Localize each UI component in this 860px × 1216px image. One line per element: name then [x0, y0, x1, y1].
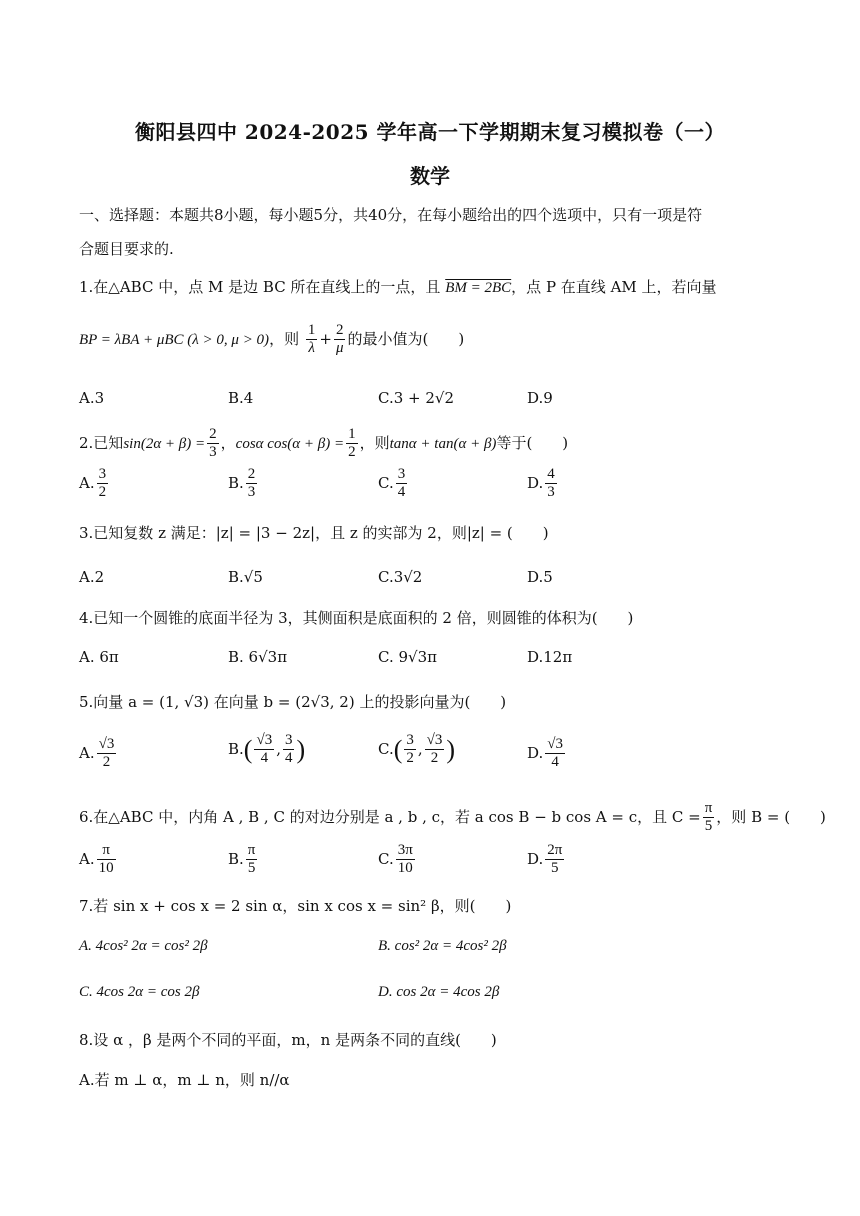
- section-instructions-line2: 合题目要求的.: [79, 240, 174, 258]
- q1-text-a: 1.在△ABC 中，点 M 是边 BC 所在直线上的一点，且: [79, 278, 441, 296]
- q8-stem: 8.设 α ，β 是两个不同的平面，m，n 是两条不同的直线( ): [79, 1031, 497, 1049]
- q7-option-d: D. cos 2α = 4cos 2β: [378, 984, 500, 1000]
- q7-option-c: C. 4cos 2α = cos 2β: [79, 984, 200, 1000]
- q2-text-c: 等于( ): [496, 433, 569, 452]
- q1-option-a: A.3: [79, 389, 105, 407]
- q5-stem: 5.向量 a = (1, √3) 在向量 b = (2√3, 2) 上的投影向量为( ): [79, 693, 507, 711]
- q6-option-a: A. $\frac{\pi}{10}$: [79, 842, 114, 877]
- q6-fraction: $\frac{\pi}{5}$: [704, 800, 713, 835]
- q6-text-a: 6.在△ABC 中，内角 A , B , C 的对边分别是 a , b , c，若 a cos B − b cos A = c，且 C =: [79, 807, 701, 826]
- q3-option-a: A.2: [79, 568, 105, 586]
- q1-stem-line2: BP = λBA + μBC (λ > 0, μ > 0)，则 $\frac{1}{\lambda}$ + $\frac{2}{\mu}$ 的最小值为( ): [79, 322, 465, 357]
- q2-expr-1: sin(2α + β) =: [123, 435, 206, 452]
- q1-fraction-1: $\frac{1}{\lambda}$: [307, 322, 316, 357]
- exam-subject: 数学: [410, 164, 450, 188]
- q1-vector-equation: BM = 2BC: [445, 280, 512, 296]
- q5-option-b: B.( $\frac{√3}{4}$ , $\frac{3}{4}$ ): [228, 732, 306, 767]
- q7-option-b: B. cos² 2α = 4cos² 2β: [378, 938, 507, 954]
- q1-then: ，则: [269, 329, 300, 348]
- q2-expr-3: tanα + tan(α + β): [389, 435, 497, 452]
- q2-fraction-2: $\frac{1}{2}$: [348, 426, 356, 461]
- q2-separator: ，: [220, 433, 236, 452]
- exam-title: 衡阳县四中 2024-2025 学年高一下学期期末复习模拟卷（一）: [134, 120, 726, 144]
- q6-option-d: D. $\frac{2\pi}{5}$: [527, 842, 563, 877]
- q2-fraction-1: $\frac{2}{3}$: [209, 426, 217, 461]
- q3-option-b: B.√5: [228, 568, 263, 586]
- q5-option-c: C.( $\frac{3}{2}$ , $\frac{√3}{2}$ ): [378, 732, 456, 767]
- q2-option-c: C. $\frac{3}{4}$: [378, 466, 406, 501]
- q6-stem: [79, 800, 826, 836]
- q1-question-end: 的最小值为( ): [347, 329, 465, 348]
- q1-text-b: ，点 P 在直线 AM 上，若向量: [511, 278, 717, 296]
- q2-option-b: B. $\frac{2}{3}$: [228, 466, 256, 501]
- q1-option-c: C.3 + 2√2: [378, 389, 455, 407]
- q3-option-c: C.3√2: [378, 568, 423, 586]
- q6-text-b: ，则 B = ( ): [716, 807, 826, 826]
- q2-option-a: A. $\frac{3}{2}$: [79, 466, 107, 501]
- q7-option-a: A. 4cos² 2α = cos² 2β: [79, 938, 208, 954]
- q6-option-c: C. $\frac{3\pi}{10}$: [378, 842, 413, 877]
- q1-fraction-2: $\frac{2}{\mu}$: [335, 322, 344, 357]
- q1-option-d: D.9: [527, 389, 553, 407]
- q1-vector-decomposition: BP = λBA + μBC (λ > 0, μ > 0): [79, 331, 270, 348]
- q7-stem: 7.若 sin x + cos x = 2 sin α，sin x cos x = sin² β，则( ): [79, 897, 512, 915]
- q1-option-b: B.4: [228, 389, 254, 407]
- q8-option-a: A.若 m ⊥ α，m ⊥ n，则 n//α: [79, 1071, 290, 1089]
- q2-text-b: ，则: [359, 433, 390, 452]
- q2-option-d: D. $\frac{4}{3}$: [527, 466, 555, 501]
- q1-stem-line1: [79, 276, 717, 297]
- q2-expr-2: cosα cos(α + β) =: [235, 435, 345, 452]
- q6-option-b: B. $\frac{\pi}{5}$: [228, 842, 256, 877]
- q4-option-c: C. 9√3π: [378, 648, 437, 666]
- q4-option-a: A. 6π: [79, 648, 119, 666]
- q4-option-d: D.12π: [527, 648, 573, 666]
- q2-text-a: 2.已知: [79, 433, 124, 452]
- q3-stem: 3.已知复数 z 满足：|z| = |3 − 2z|，且 z 的实部为 2，则|z| = ( ): [79, 524, 549, 542]
- q4-stem: 4.已知一个圆锥的底面半径为 3，其侧面积是底面积的 2 倍，则圆锥的体积为( ): [79, 609, 634, 627]
- section-instructions-line1: 一、选择题：本题共8小题，每小题5分，共40分，在每小题给出的四个选项中，只有一项是符: [79, 206, 703, 224]
- q4-option-b: B. 6√3π: [228, 648, 288, 666]
- q3-option-d: D.5: [527, 568, 553, 586]
- q5-option-d: D. $\frac{√3}{4}$: [527, 736, 563, 771]
- q2-stem: [79, 426, 568, 462]
- q5-option-a: A. $\frac{√3}{2}$: [79, 736, 115, 771]
